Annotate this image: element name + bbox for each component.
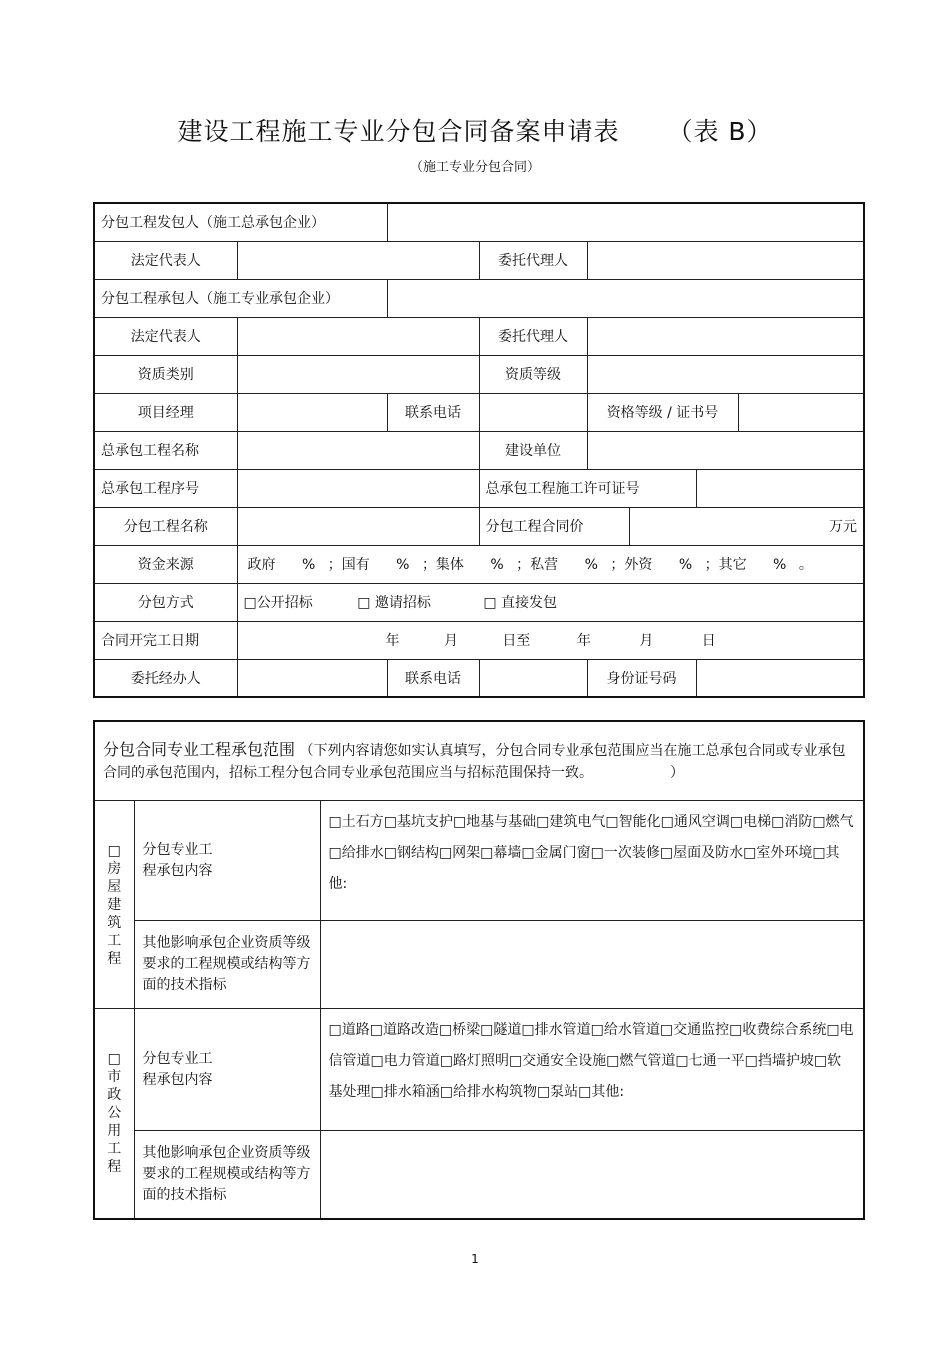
qual-type-label: 资质类别 <box>94 355 237 393</box>
issuer-agent-label: 委托代理人 <box>479 241 587 279</box>
date-day-to: 日至 <box>502 633 531 649</box>
fund-pct: % <box>490 557 504 573</box>
main-permit-label: 总承包工程施工许可证号 <box>479 469 696 507</box>
civil-category[interactable]: □市政公用工程 <box>94 1009 134 1219</box>
civil-other-field[interactable] <box>320 1131 864 1219</box>
house-content-label: 分包专业工程承包内容 <box>134 801 320 921</box>
issuer-legal-rep-label: 法定代表人 <box>94 241 237 279</box>
main-name-field[interactable] <box>237 431 479 469</box>
contractor-legal-rep-field[interactable] <box>237 317 479 355</box>
house-category[interactable]: □房屋建筑工程 <box>94 801 134 1009</box>
civil-content-options[interactable]: □道路□道路改造□桥梁□隧道□排水管道□给水管道□交通监控□收费综合系统□电信管道□电力管道□路灯照明□交通安全设施□燃气管道□七通一平□挡墙护坡□软基处理□排水箱涵□给排水构筑物□泵站□其他: <box>320 1009 864 1131</box>
date-year-start: 年 <box>385 633 400 649</box>
house-other-label: 其他影响承包企业资质等级要求的工程规模或结构等方面的技术指标 <box>134 921 320 1009</box>
pm-phone-label: 联系电话 <box>387 393 479 431</box>
method-invited-bid-checkbox[interactable]: □ 邀请招标 <box>357 595 431 611</box>
cert-label: 资格等级 / 证书号 <box>587 393 738 431</box>
fund-pct: % <box>396 557 410 573</box>
contractor-label: 分包工程承包人（施工专业承包企业） <box>94 279 387 317</box>
main-no-label: 总承包工程序号 <box>94 469 237 507</box>
fund-collective: ；集体 <box>421 557 464 573</box>
qual-level-label: 资质等级 <box>479 355 587 393</box>
issuer-label: 分包工程发包人（施工总承包企业） <box>94 203 387 241</box>
contractor-agent-label: 委托代理人 <box>479 317 587 355</box>
house-other-field[interactable] <box>320 921 864 1009</box>
contractor-field[interactable] <box>387 279 864 317</box>
handler-phone-label: 联系电话 <box>387 659 479 697</box>
pm-phone-field[interactable] <box>479 393 587 431</box>
builder-field[interactable] <box>587 431 864 469</box>
contractor-legal-rep-label: 法定代表人 <box>94 317 237 355</box>
builder-label: 建设单位 <box>479 431 587 469</box>
page-number: 1 <box>471 1252 479 1266</box>
pm-field[interactable] <box>237 393 387 431</box>
fund-pct: % <box>301 557 316 573</box>
fund-foreign: ；外资 <box>610 557 653 573</box>
scope-table <box>93 720 865 1220</box>
sub-name-field[interactable] <box>237 507 479 545</box>
fund-field[interactable] <box>237 545 864 583</box>
sub-method-label: 分包方式 <box>94 583 237 621</box>
fund-label: 资金来源 <box>94 545 237 583</box>
fund-private: ；私营 <box>516 557 559 573</box>
fund-state: ；国有 <box>327 557 370 573</box>
date-month-start: 月 <box>443 633 458 649</box>
application-info-table <box>93 202 865 698</box>
fund-pct: % <box>584 557 598 573</box>
handler-phone-field[interactable] <box>479 659 587 697</box>
issuer-legal-rep-field[interactable] <box>237 241 479 279</box>
scope-note: （下列内容请您如实认真填写，分包合同专业承包范围应当在施工总承包合同或专业承包合同的承包范围内，招标工程分包合同专业承包范围应当与招标范围保持一致。 ） <box>103 742 846 781</box>
cert-field[interactable] <box>738 393 864 431</box>
page-title: 建设工程施工专业分包合同备案申请表 （表 B） <box>177 117 773 146</box>
period-label: 合同开完工日期 <box>94 621 237 659</box>
issuer-agent-field[interactable] <box>587 241 864 279</box>
method-direct-checkbox[interactable]: □ 直接发包 <box>483 595 558 611</box>
sub-method-field <box>237 583 864 621</box>
house-content-options[interactable]: □土石方□基坑支护□地基与基础□建筑电气□智能化□通风空调□电梯□消防□燃气□给排水□钢结构□网架□幕墙□金属门窗□一次装修□屋面及防水□室外环境□其他: <box>320 801 864 921</box>
period-field[interactable] <box>237 621 864 659</box>
main-no-field[interactable] <box>237 469 479 507</box>
sub-price-label: 分包工程合同价 <box>479 507 629 545</box>
fund-pct: % <box>678 557 693 573</box>
handler-label: 委托经办人 <box>94 659 237 697</box>
date-month-end: 月 <box>639 633 654 649</box>
date-day-end: 日 <box>701 633 716 649</box>
id-no-label: 身份证号码 <box>587 659 696 697</box>
id-no-field[interactable] <box>696 659 864 697</box>
scope-header <box>94 721 864 801</box>
qual-level-field[interactable] <box>587 355 864 393</box>
main-permit-field[interactable] <box>696 469 864 507</box>
fund-end: 。 <box>798 557 813 573</box>
fund-gov: 政府 <box>247 557 276 573</box>
handler-field[interactable] <box>237 659 387 697</box>
method-open-bid-checkbox[interactable]: □公开招标 <box>243 595 313 611</box>
sub-price-field[interactable] <box>629 507 864 545</box>
date-year-end: 年 <box>576 633 591 649</box>
scope-heading: 分包合同专业工程承包范围 <box>103 739 296 759</box>
unit-wan: 万元 <box>829 519 857 535</box>
qual-type-field[interactable] <box>237 355 479 393</box>
civil-content-label: 分包专业工程承包内容 <box>134 1009 320 1131</box>
fund-other: ；其它 <box>704 557 747 573</box>
pm-label: 项目经理 <box>94 393 237 431</box>
form-code: （表 B） <box>667 117 773 146</box>
sub-name-label: 分包工程名称 <box>94 507 237 545</box>
main-name-label: 总承包工程名称 <box>94 431 237 469</box>
civil-other-label: 其他影响承包企业资质等级要求的工程规模或结构等方面的技术指标 <box>134 1131 320 1219</box>
issuer-field[interactable] <box>387 203 864 241</box>
contractor-agent-field[interactable] <box>587 317 864 355</box>
fund-pct: % <box>773 557 787 573</box>
page-subtitle: （施工专业分包合同） <box>409 160 540 175</box>
